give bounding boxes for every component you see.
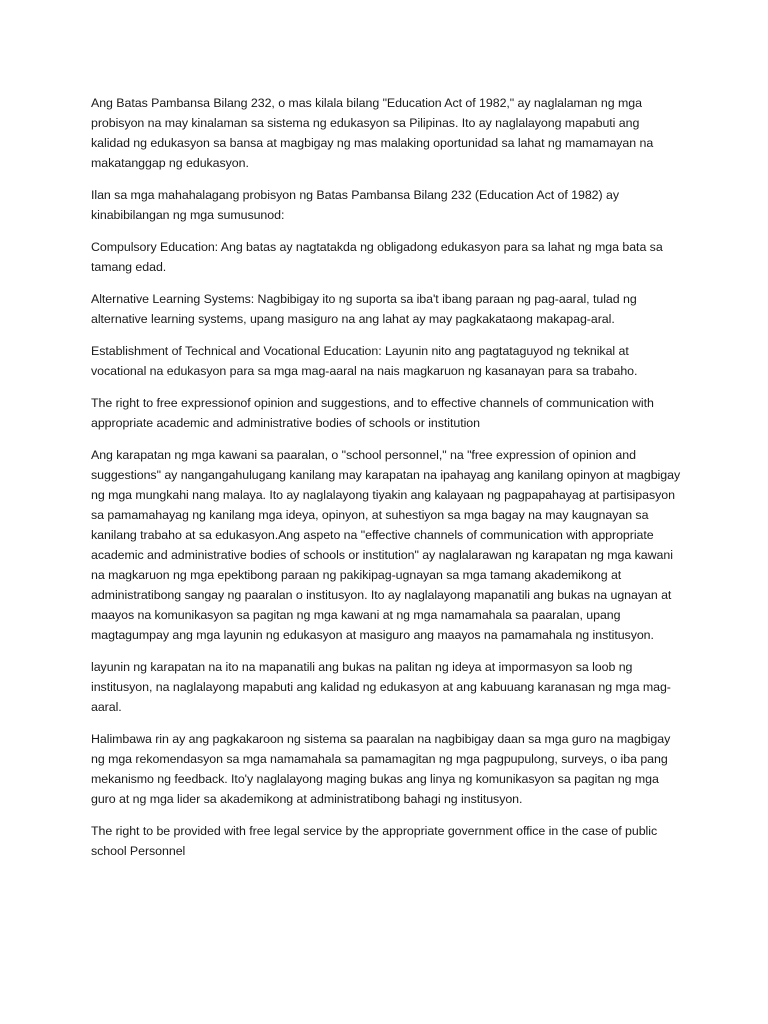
paragraph-school-personnel-rights: Ang karapatan ng mga kawani sa paaralan, o "school personnel," na "free expression of opinion and suggestions" ay nangangahulugang kanilang may karapatan na ipahayag ang kanilang opinyon at magbigay ng mga mungkahi nang malaya. Ito ay naglalayong tiyakin ang kalayaan ng pagpapahayag at partisipasyon sa pamamahayag ng kanilang mga ideya, opinyon, at suhestiyon sa mga bagay na may kaugnayan sa kanilang trabaho at sa edukasyon.Ang aspeto na "effective channels of communication with appropriate academic and administrative bodies of schools or institution" ay naglalarawan ng karapatan ng mga kawani na magkaruon ng mga epektibong paraan ng pakikipag-ugnayan sa mga tamang akademikong at administratibong sangay ng paaralan o institusyon. Ito ay naglalayong mapanatili ang bukas na ugnayan at maayos na komunikasyon sa pagitan ng mga kawani at ng mga namamahala sa paaralan, upang magtagumpay ang mga layunin ng edukasyon at masiguro ang maayos na pamamahala ng institusyon. (91, 448, 681, 642)
paragraph-right-free-expression: The right to free expressionof opinion and suggestions, and to effective channels of communication with appropriate academic and administrative bodies of schools or institution (91, 396, 654, 430)
paragraph-intro: Ang Batas Pambansa Bilang 232, o mas kilala bilang "Education Act of 1982," ay naglalaman ng mga probisyon na may kinalaman sa sistema ng edukasyon sa Pilipinas. Ito ay naglalayong mapabuti ang kalidad ng edukasyon sa bansa at magbigay ng mas malaking oportunidad sa lahat ng mamamayan na makatanggap ng edukasyon. (91, 96, 654, 170)
paragraph-technical-vocational: Establishment of Technical and Vocational Education: Layunin nito ang pagtataguyod ng teknikal at vocational na edukasyon para sa mga mag-aaral na nais magkaruon ng kasanayan para sa trabaho. (91, 344, 638, 378)
paragraph-alternative-learning: Alternative Learning Systems: Nagbibigay ito ng suporta sa iba't ibang paraan ng pag-aaral, tulad ng alternative learning systems, upang masiguro na ang lahat ay may pagkakataong makapag-aral. (91, 292, 637, 326)
paragraph-example: Halimbawa rin ay ang pagkakaroon ng sistema sa paaralan na nagbibigay daan sa mga guro na magbigay ng mga rekomendasyon sa mga namamahala sa pamamagitan ng mga pagpupulong, surveys, o iba pang mekanismo ng feedback. Ito'y naglalayong maging bukas ang linya ng komunikasyon sa pagitan ng mga guro at ng mga lider sa akademikong at administratibong bahagi ng institusyon. (91, 732, 671, 806)
paragraph-right-legal-service: The right to be provided with free legal service by the appropriate government office in the case of public school Personnel (91, 824, 658, 858)
paragraph-purpose: layunin ng karapatan na ito na mapanatili ang bukas na palitan ng ideya at impormasyon sa loob ng institusyon, na naglalayong mapabuti ang kalidad ng edukasyon at ang kabuuang karanasan ng mga mag-aaral. (91, 660, 671, 714)
paragraph-provisions-lead: Ilan sa mga mahahalagang probisyon ng Batas Pambansa Bilang 232 (Education Act of 1982) ay kinabibilangan ng mga sumusunod: (91, 188, 619, 222)
paragraph-compulsory-education: Compulsory Education: Ang batas ay nagtatakda ng obligadong edukasyon para sa lahat ng mga bata sa tamang edad. (91, 240, 663, 274)
document-page (91, 93, 681, 873)
